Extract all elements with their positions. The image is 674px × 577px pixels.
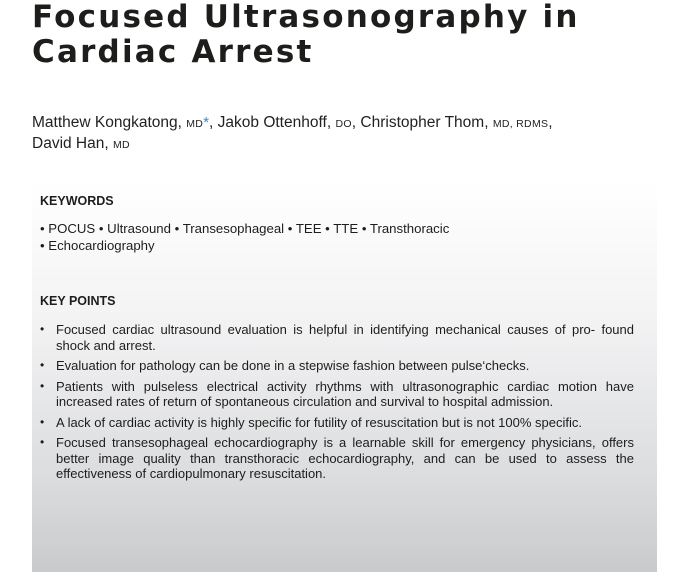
keyword-item: Transthoracic: [369, 221, 450, 236]
key-point-item: [40, 435, 634, 482]
keyword-item: Ultrasound: [107, 221, 171, 236]
key-point-text: Focused transesophageal echocardiography is a learnable skill for emergency physicians, offers better image quality than transthoracic echocardiography, and can be used to assess the effectiveness of cardiopulmonary resuscitation.: [56, 435, 634, 481]
bullet-icon: •: [98, 221, 104, 236]
key-point-text: Evaluation for pathology can be done in a stepwise fashion between pulse‘checks.: [56, 358, 530, 373]
bullet-icon: •: [40, 238, 45, 253]
bullet-icon: •: [325, 221, 330, 236]
bullet-icon: •: [361, 221, 367, 236]
keywords-line-1: [40, 220, 650, 237]
bullet-icon: •: [40, 435, 45, 449]
key-point-item: [40, 379, 634, 410]
key-point-item: [40, 322, 634, 353]
bullet-icon: •: [40, 221, 45, 236]
keyword-item: TTE: [333, 221, 359, 236]
keyword-item: Echocardiography: [48, 238, 155, 253]
author-name: Christopher Thom: [360, 114, 485, 131]
key-point-item: [40, 415, 634, 431]
article-title: [32, 0, 662, 70]
author-degree: MD, RDMS: [492, 118, 549, 130]
bullet-icon: •: [40, 322, 45, 336]
author-name: Jakob Ottenhoff: [217, 114, 327, 131]
key-point-item: [40, 358, 634, 374]
bullet-icon: •: [287, 221, 293, 236]
key-point-text: A lack of cardiac activity is highly specific for futility of resuscitation but is not 100% specific.: [56, 414, 583, 430]
keywords-heading: KEYWORDS: [40, 194, 114, 208]
keywords-list: [40, 220, 650, 254]
author-degree: MD: [186, 118, 204, 130]
author-name: Matthew Kongkatong: [32, 114, 178, 131]
bullet-icon: •: [40, 378, 45, 393]
keyword-item: Transesophageal: [182, 221, 285, 236]
keywords-line-2: [40, 237, 650, 254]
bullet-icon: •: [174, 221, 180, 236]
key-points-heading: KEY POINTS: [40, 294, 116, 308]
keywords-keypoints-box: [32, 180, 657, 572]
title-line-1: Focused Ultrasonography in: [32, 0, 580, 35]
author-degree: MD: [113, 139, 130, 151]
author-degree: DO: [335, 118, 352, 130]
keyword-item: TEE: [295, 221, 322, 236]
bullet-icon: •: [40, 414, 45, 429]
bullet-icon: •: [40, 358, 45, 372]
title-line-2: Cardiac Arrest: [32, 34, 314, 70]
author-list: Matthew Kongkatong, MD*, Jakob Ottenhoff, DO, Christopher Thom, MD, RDMS, David Han, MD: [32, 114, 553, 152]
author-name: David Han: [32, 135, 105, 152]
key-point-text: Patients with pulseless electrical activity rhythms with ultrasonographic cardiac motion have increased rates of return of spontaneous circulation and survival to hospital admission.: [56, 378, 634, 409]
corresponding-author-mark: *: [203, 114, 210, 131]
keyword-item: POCUS: [48, 221, 96, 236]
key-points-list: [40, 322, 634, 487]
key-point-text: Focused cardiac ultrasound evaluation is helpful in identifying mechanical causes of pro- found shock and arrest.: [56, 322, 634, 353]
